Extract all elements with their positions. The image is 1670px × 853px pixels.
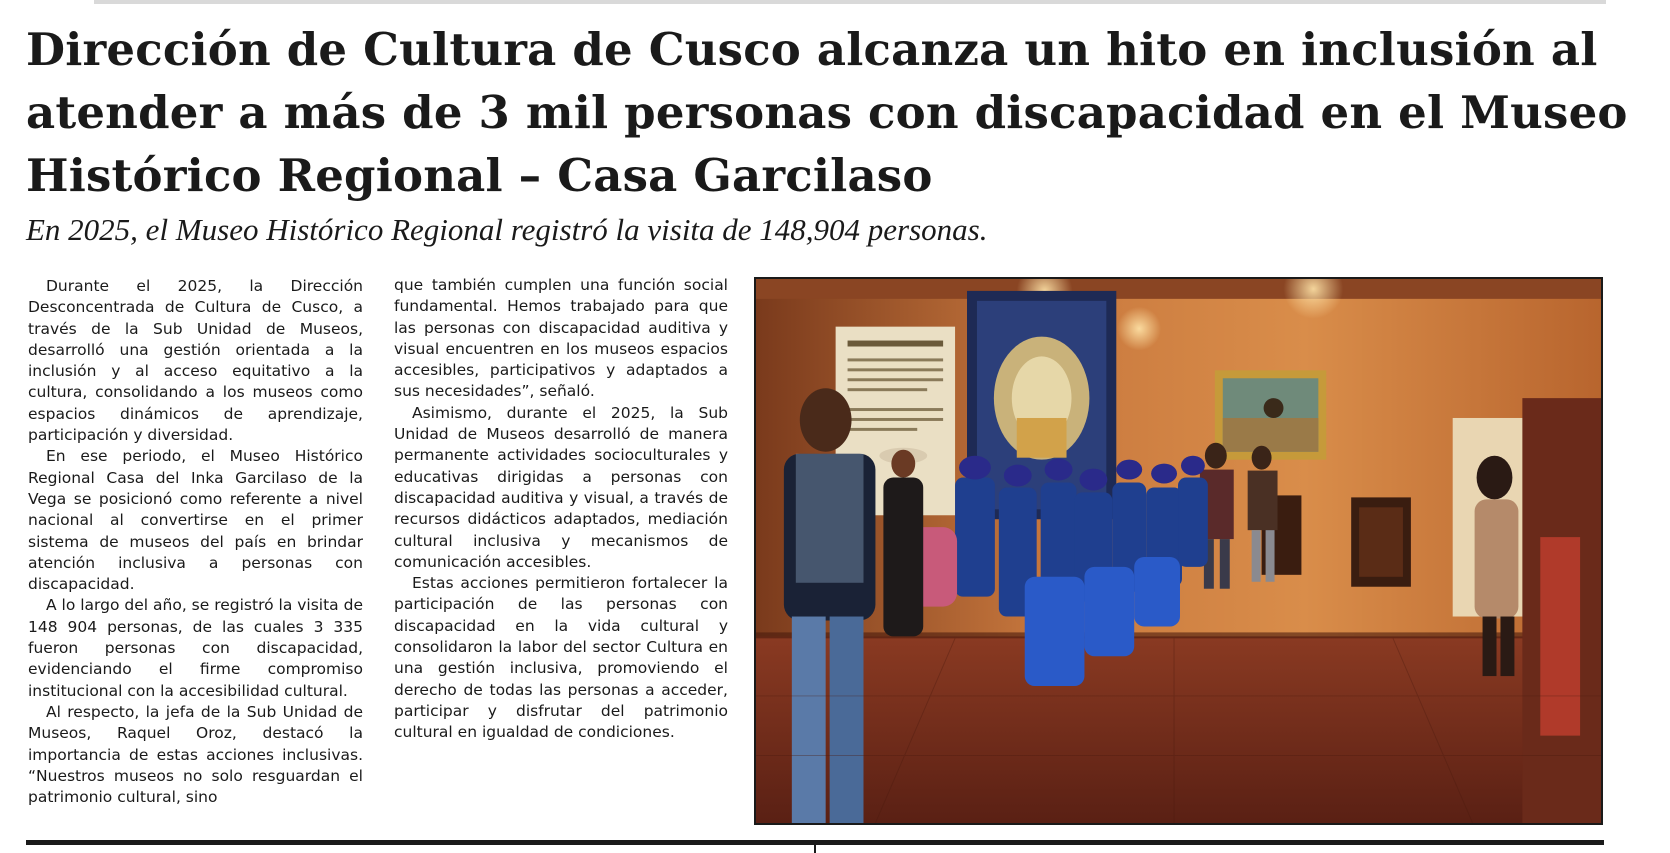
column-divider-tick: [814, 845, 816, 853]
article-headline: Dirección de Cultura de Cusco alcanza un hito en inclusión al atender a más de 3 mil personas con discapacidad en el Museo Histórico Regional – Casa Garcilaso: [26, 23, 1628, 202]
column-2-paragraph-2: Asimismo, durante el 2025, la Sub Unidad de Museos desarrolló de manera permanente actividades socioculturales y educativas dirigidas a personas con discapacidad auditiva y visual, a través de recursos didácticos adaptados, mediación cultural inclusiva y mecanismos de comunicación accesibles.: [394, 403, 728, 571]
column-1-paragraph-1: Durante el 2025, la Dirección Desconcentrada de Cultura de Cusco, a través de la Sub Unidad de Museos, desarrolló una gestión orientada a la inclusión y al acceso equitativo a la cultura, consolidando a los museos como espacios dinámicos de aprendizaje, participación y diversidad.: [28, 277, 363, 445]
column-1-paragraph-3: A lo largo del año, se registró la visita de 148 904 personas, de las cuales 3 335 fueron personas con discapacidad, evidenciando el firme compromiso institucional con la accesibilidad cultural.: [28, 596, 363, 700]
top-rule: [94, 0, 1606, 4]
article-photo: [754, 277, 1603, 825]
article-column-1: [28, 276, 363, 808]
column-2-paragraph-1: que también cumplen una función social fundamental. Hemos trabajado para que las personas con discapacidad auditiva y visual encuentren en los museos espacios accesibles, participativos y adaptados a sus necesidades”, señaló.: [394, 276, 728, 401]
column-1-paragraph-2: En ese periodo, el Museo Histórico Regional Casa del Inka Garcilaso de la Vega se posicionó como referente a nivel nacional al convertirse en el primer sistema de museos del país en brindar atención inclusiva a personas con discapacidad.: [28, 447, 363, 594]
article-column-2: [394, 275, 728, 744]
column-2-paragraph-3: Estas acciones permitieron fortalecer la participación de las personas con discapacidad en la vida cultural y consolidaron la labor del sector Cultura en una gestión inclusiva, promoviendo el derecho de todas las personas a acceder, participar y disfrutar del patrimonio cultural en igualdad de condiciones.: [394, 574, 728, 742]
column-1-paragraph-4: Al respecto, la jefa de la Sub Unidad de Museos, Raquel Oroz, destacó la importancia de estas acciones inclusivas. “Nuestros museos no solo resguardan el patrimonio cultural, sino: [28, 702, 363, 807]
museum-visit-photo: [756, 279, 1601, 823]
article-subtitle: En 2025, el Museo Histórico Regional registró la visita de 148,904 personas.: [26, 212, 988, 247]
